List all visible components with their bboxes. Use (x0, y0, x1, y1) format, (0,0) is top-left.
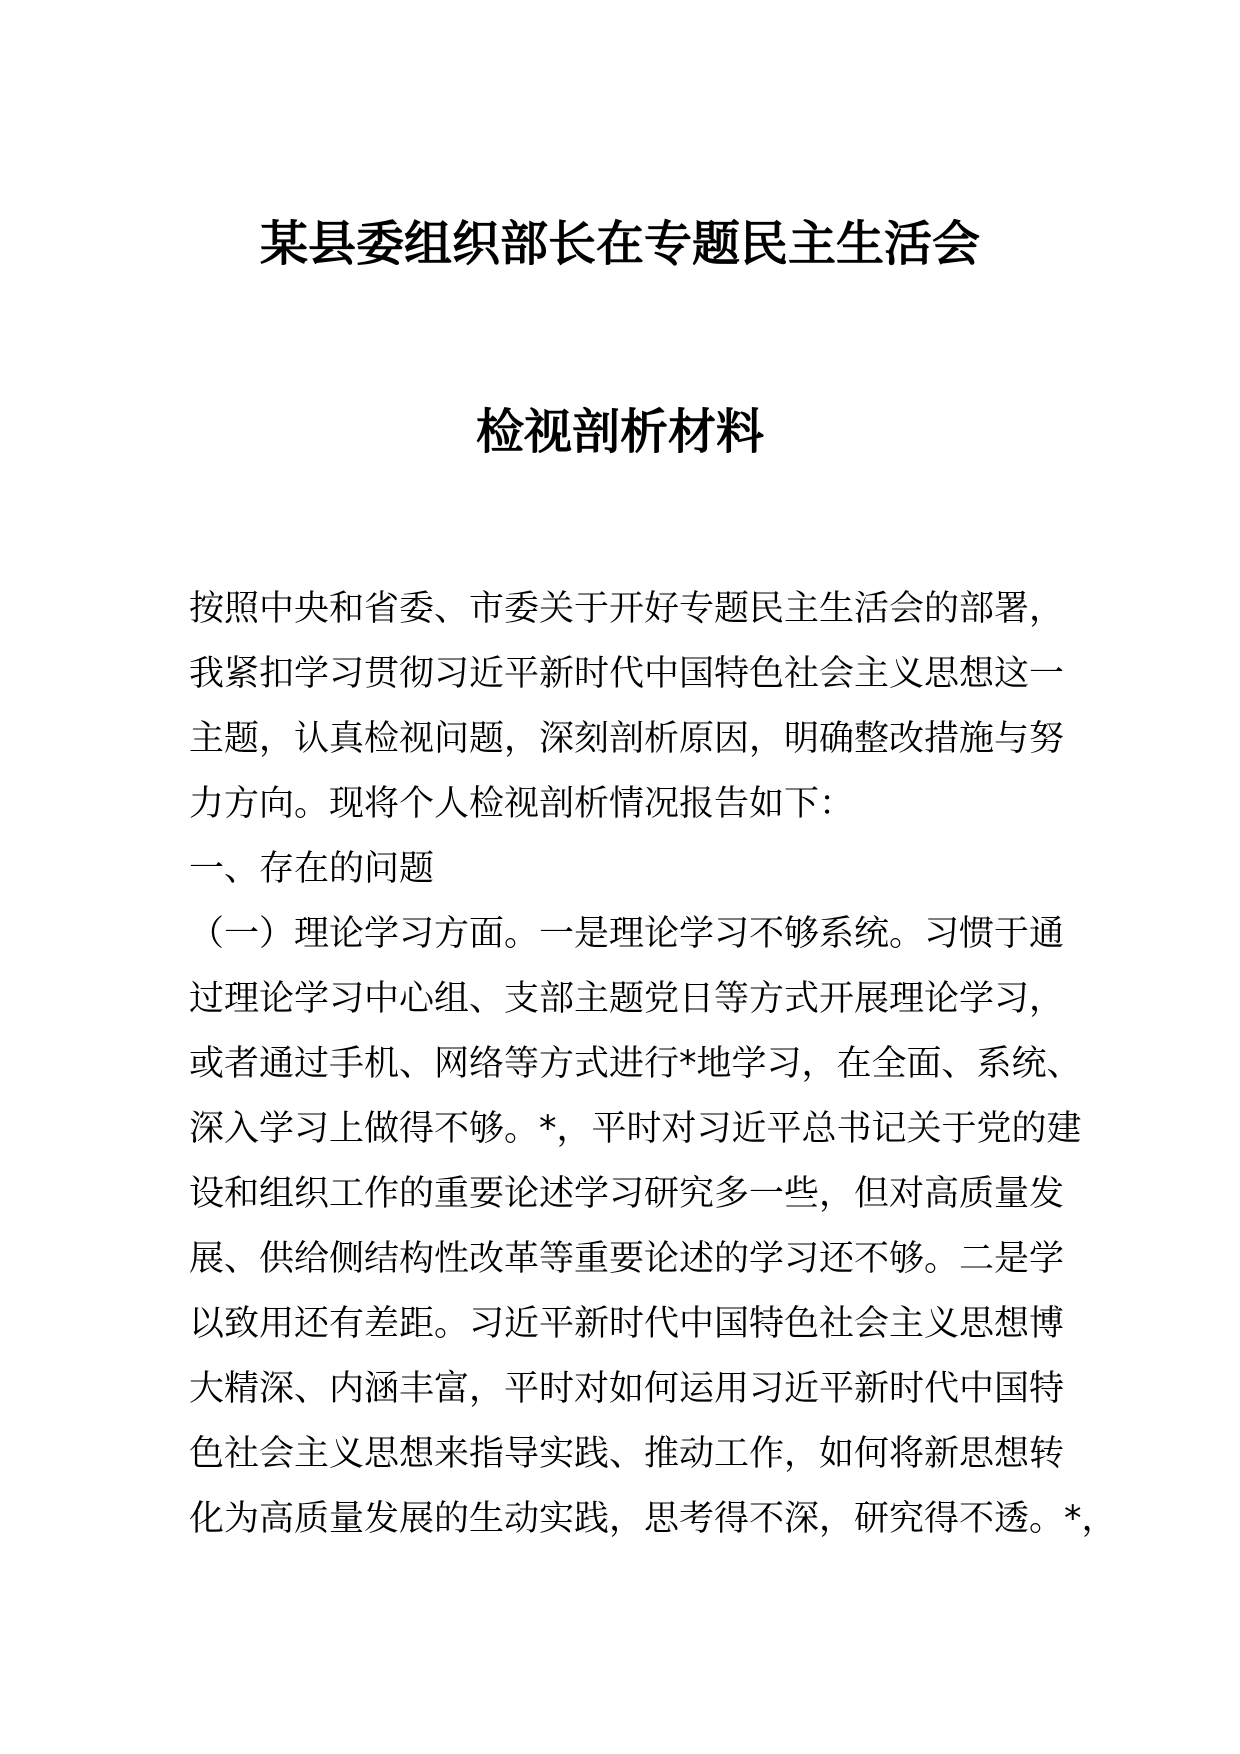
body-line: 主题，认真检视问题，深刻剖析原因，明确整改措施与努 (189, 719, 1065, 759)
body-line: 我紧扣学习贯彻习近平新时代中国特色社会主义思想这一 (189, 654, 1065, 694)
body-line: 力方向。现将个人检视剖析情况报告如下： (189, 784, 855, 824)
body-line: 化为高质量发展的生动实践，思考得不深，研究得不透。*， (189, 1499, 1117, 1539)
document-title-line-2: 检视剖析材料 (475, 404, 764, 460)
body-line: 按照中央和省委、市委关于开好专题民主生活会的部署， (189, 589, 1065, 629)
body-line: 或者通过手机、网络等方式进行*地学习，在全面、系统、 (189, 1044, 1082, 1084)
body-line: （一）理论学习方面。一是理论学习不够系统。习惯于通 (189, 914, 1065, 954)
body-line: 色社会主义思想来指导实践、推动工作，如何将新思想转 (189, 1434, 1065, 1474)
section-heading: 一、存在的问题 (189, 849, 435, 889)
body-line: 以致用还有差距。习近平新时代中国特色社会主义思想博 (189, 1304, 1065, 1344)
body-line: 大精深、内涵丰富，平时对如何运用习近平新时代中国特 (189, 1369, 1065, 1409)
body-line: 过理论学习中心组、支部主题党日等方式开展理论学习， (189, 979, 1065, 1019)
body-line: 深入学习上做得不够。*，平时对习近平总书记关于党的建 (189, 1109, 1082, 1149)
body-line: 展、供给侧结构性改革等重要论述的学习还不够。二是学 (189, 1239, 1065, 1279)
body-line: 设和组织工作的重要论述学习研究多一些，但对高质量发 (189, 1174, 1065, 1214)
document-title-line-1: 某县委组织部长在专题民主生活会 (259, 216, 980, 272)
